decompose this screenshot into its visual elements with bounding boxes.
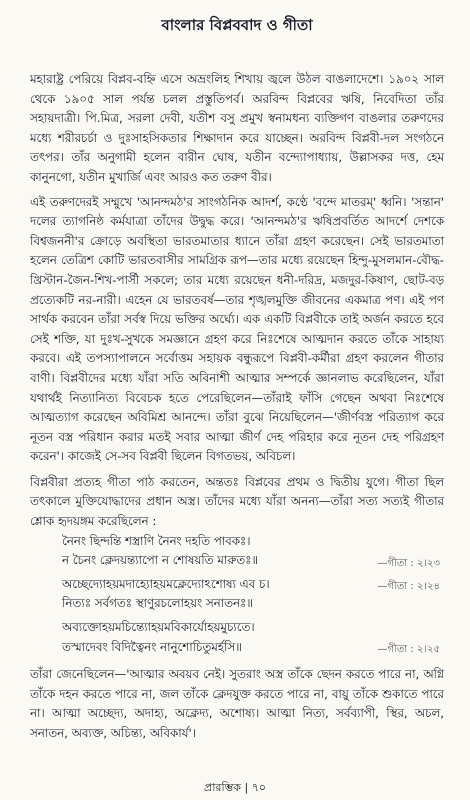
verse-line-text: ন চৈনং ক্লেদয়ন্ত্যাপো ন শোষয়তি মারুতঃ॥ [62,553,259,568]
verse-2-24 [30,575,444,614]
verse-reference: —গীতা : ২।২৪ [377,580,440,592]
verse-line: অচ্ছেদ্যোহয়মদাহ্যোহয়মক্লেদ্যোঽশোষ্য এব চ। [62,576,270,591]
page-footer: প্রারম্ভিক | ৭০ [204,781,266,794]
paragraph-anandamath: এই তরুণদেরই সম্মুখে 'আনন্দমঠ'র সাংগঠনিক আদর্শ, কণ্ঠে 'বন্দে মাতরম্' ধ্বনি। 'সন্তান' দলের ত্যাগনিষ্ঠ কর্মযাত্রা তাঁদের উদ্বুদ্ধ করে। 'আনন্দমঠ'র ঋষিপ্রবর্তিত আদর্শে দেশকে বিশ্বজননী'র ক্রোড়ে অবস্থিতা ভারতমাতার ধ্যানে তাঁরা গ্রহণ করেছেন। সেই ভারতমাতা হলেন তেত্রিশ কোটি ভারতবাসীর সামগ্রিক রূপ—তার মধ্যে রয়েছেন হিন্দু-মুসলমান-বৌদ্ধ-খ্রিস্টান-জৈন-শিখ-পার্সী সকলে; তার মধ্যে রয়েছেন ধনী-দরিদ্র, মজদুর-কিষাণ, ছোট-বড় প্রত্যেকটি নর-নারী। এহেন যে ভারতবর্ষ—তার শৃঙ্খলমুক্তি জীবনের একমাত্র পণ। এই পণ সার্থক করবেন তাঁরা সর্বস্ব দিয়ে ভক্তির অর্ঘ্যে। এক একটি বিপ্লবীকে তাই অর্জন করতে হবে সেই শক্তি, যা দুঃখ-সুখকে সমজ্ঞানে গ্রহণ করে নিঃশেষে আত্মদান করতে তাঁকে সাহায্য করবে। এই তপস্যাপালনে সর্বোত্তম সহায়ক বন্ধুরূপে বিপ্লবী-কর্মীরা গ্রহণ করলেন গীতার বাণী। বিপ্লবীদের মধ্যে যাঁরা সতি অবিনাশী আত্মার সম্পর্কে জ্ঞানলাভ করেছিলেন, যাঁরা যথার্থই নিত্যানিত্য বিবেচক হতে পেরেছিলেন—তাঁরাই ফাঁসি গেছেন অথবা নিঃশেষে আত্মত্যাগ করেছেন অবিমিশ্র আনন্দে। তাঁরা বুঝে নিয়েছিলেন—'জীর্ণবস্ত্র পরিত্যাগ করে নূতন বস্ত্র পরিধান করার মতই সবার আত্মা জীর্ণ দেহ পরিহার করে নূতন দেহ পরিগ্রহণ করেন'। কাজেই সে-সব বিপ্লবী ছিলেন বিগতভয়, অবিচল। [30,194,444,464]
verse-line: অব্যক্তোহয়মচিন্ত্যোহয়মবিকার্যোহয়মুচ্যতে। [62,620,255,635]
paragraph-gita-reading: বিপ্লবীরা প্রত্যহ গীতা পাঠ করতেন, অন্ততঃ বিপ্লবের প্রথম ও দ্বিতীয় যুগে। গীতা ছিল তৎকালে মুক্তিযোদ্ধাদের প্রধান অস্ত্র। তাঁদের মধ্যে যাঁরা অনন্য—তাঁরা সত্য সত্যই গীতার শ্লোক হৃদয়ঙ্গম করেছিলেন : [30,474,444,529]
paragraph-atma: তাঁরা জেনেছিলেন—'আত্মার অবয়ব নেই। সুতরাং অস্ত্র তাঁকে ছেদন করতে পারে না, অগ্নি তাঁকে দহন করতে পারে না, জল তাঁকে ক্লেদযুক্ত করতে পারে না, বায়ু তাঁকে শুকাতে পারে না। আত্মা অচ্ছেদ্য, অদাহ্য, অক্লেদ্য, অশোষ্য। আত্মা নিত্য, সর্বব্যাপী, স্থির, অচল, সনাতন, অব্যক্ত, অচিন্ত্য, অবিকার্য'। [30,667,444,740]
paragraph-intro: মহারাষ্ট্র পেরিয়ে বিপ্লব-বহ্নি এসে অভ্রংলিহ শিখায় জ্বলে উঠল বাঙলাদেশে। ১৯০২ সাল থেকে ১৯০৫ সাল পর্যন্ত চলল প্রস্তুতিপর্ব। অরবিন্দ বিপ্লবের ঋষি, নিবেদিতা তাঁর সহায়দাত্রী। পি.মিত্র, সরলা দেবী, যতীশ বসু প্রমুখ স্বনামধন্য ব্যক্তিগণ বাঙলার তরুণদের মধ্যে শরীরচর্চা ও দুঃসাহসিকতার শিক্ষাদান করে যাচ্ছেন। অরবিন্দ বিপ্লবী-দল সংগঠনে তৎপর। তাঁর অনুগামী হলেন বারীন ঘোষ, যতীন বন্দ্যোপাধ্যায়, উল্লাসকর দত্ত, হেম কানুনগো, যতীন মুখার্জি এবং আরও কত তরুণ বীর। [30,72,444,184]
page-title: বাংলার বিপ্লববাদ ও গীতা [161,16,313,34]
verse-line: নৈনং ছিন্দন্তি শস্ত্রাণি নৈনং দহতি পাবকঃ। [62,533,251,548]
verse-2-25 [30,618,444,657]
verse-reference: —গীতা : ২।২৩ [377,557,440,569]
verse-reference: —গীতা : ২।২৫ [377,644,440,656]
verse-line: নিত্যঃ সর্বগতঃ স্থাণুরচলোহয়ং সনাতনঃ॥ [62,596,253,611]
verse-2-23 [30,532,444,571]
verse-line: তস্মাদেবং বিদিত্বৈনং নানুশোচিতুমর্হসি॥ [62,639,242,654]
